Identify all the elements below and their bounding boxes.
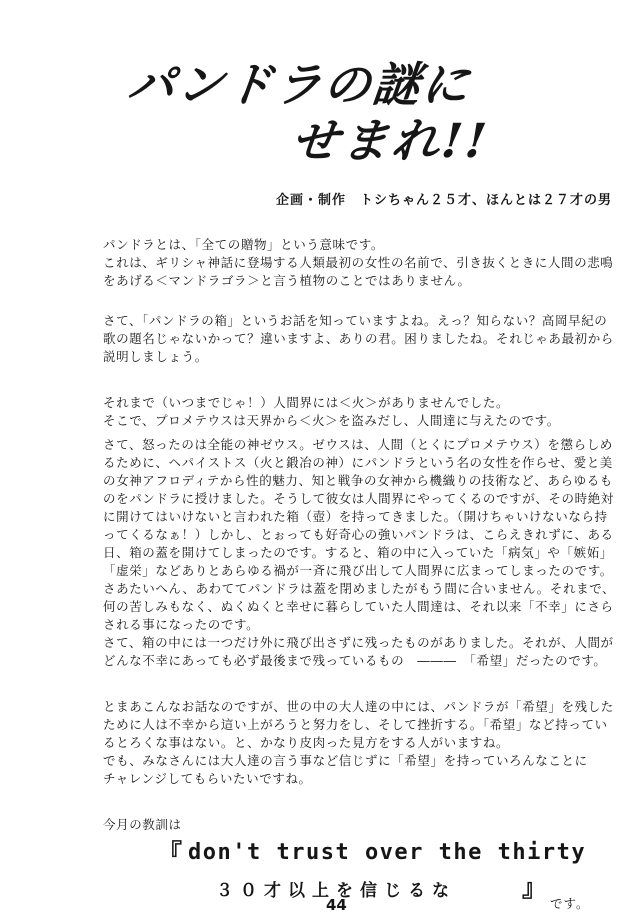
- body-line: るとろくな事はない。と、かなり皮肉った見方をする人がいますね。: [103, 736, 510, 750]
- body-line: とまあこんなお話なのですが、世の中の大人達の中には、パンドラが「希望」を残した: [103, 700, 614, 714]
- body-line: 「虚栄」などありとあらゆる禍が一斉に飛び出して人間界に広まってしまったのです。: [103, 564, 613, 578]
- body-line: をあげる＜マンドラゴラ＞と言う植物のことではありません。: [103, 274, 471, 288]
- body-line: パンドラとは、「全ての贈物」という意味です。: [103, 238, 384, 252]
- body-line: される事になったのです。: [103, 618, 260, 632]
- motto-japanese-line: ３０才以上を信じるな: [216, 881, 456, 900]
- paragraph-story: [103, 436, 616, 670]
- paragraph-fire: [103, 394, 595, 430]
- body-line: どんな不幸にあっても必ず最後まで残っているもの ――― 「希望」だったのです。: [103, 654, 607, 668]
- paragraph-question: [103, 312, 614, 366]
- body-line: るために、ヘパイストス（火と鍛冶の神）にパンドラという名の女性を作らせ、愛と美: [103, 456, 613, 470]
- body-line: 歌の題名じゃないかって？違いますよ、ありの君。困りましたね。それじゃあ最初から: [103, 332, 614, 346]
- page-title-line2: せまれ!!: [288, 114, 492, 169]
- paragraph-commentary: [103, 698, 614, 788]
- page-number: 44: [326, 896, 347, 914]
- paragraph-intro: [103, 236, 614, 290]
- moral-label: 今月の教訓は: [103, 818, 182, 832]
- motto-suffix: です。: [550, 897, 590, 911]
- body-line: でも、みなさんには大人達の言う事など信じずに「希望」を持っていろんなことに: [103, 754, 588, 768]
- body-line: そこで、プロメテウスは天界から＜火＞を盗みだし、人間達に与えたのです。: [103, 414, 560, 428]
- body-line: のをパンドラに授けました。そうして彼女は人間界にやってくるのですが、その時絶対: [103, 492, 614, 506]
- motto-english-text: don't trust over the thirty: [188, 840, 587, 865]
- body-line: 何の苦しみもなく、ぬくぬくと幸せに暮らしていた人間達は、それ以来「不幸」にさら: [103, 600, 614, 614]
- body-line: 日、箱の蓋を開けてしまったのです。すると、箱の中に入っていた「病気」や「嫉妬」: [103, 546, 613, 560]
- body-line: に開けてはいけないと言われた箱（壺）を持ってきました。（開けちゃいけないなら持: [103, 510, 608, 524]
- body-line: さて、怒ったのは全能の神ゼウス。ゼウスは、人間（とくにプロメテウス）を懲らしめ: [103, 438, 613, 452]
- body-line: の女神アフロディテから性的魅力、知と戦争の女神から機織りの技術など、あらゆるも: [103, 474, 613, 488]
- body-line: ために人は不幸から這い上がろうと努力をし、そして挫折する。「希望」など持ってい: [103, 718, 608, 732]
- open-bracket: 『: [158, 840, 182, 867]
- body-line: ってくるなぁ！）しかし、とぉっても好奇心の強いパンドラは、こらえきれずに、ある: [103, 528, 614, 542]
- close-bracket: 』: [522, 875, 546, 902]
- credit-line: 企画・制作 トシちゃん２５才、ほんとは２７才の男: [275, 192, 612, 207]
- motto-english-line: [158, 833, 586, 868]
- body-line: 説明しましょう。: [103, 350, 208, 364]
- page-title-line1: パンドラの謎に: [124, 58, 474, 113]
- body-line: これは、ギリシャ神話に登場する人類最初の女性の名前で、引き抜くときに人間の悲鳴: [103, 256, 614, 270]
- body-line: チャレンジしてもらいたいですね。: [103, 772, 312, 786]
- body-line: それまで（いつまでじゃ！）人間界には＜火＞がありませんでした。: [103, 396, 510, 410]
- body-line: さて、箱の中には一つだけ外に飛び出さずに残ったものがありました。それが、人間が: [103, 636, 614, 650]
- body-text: [103, 236, 616, 834]
- body-line: さて、「パンドラの箱」というお話を知っていますよね。えっ？知らない？高岡早紀の: [103, 314, 608, 328]
- body-line: さあたいへん、あわててパンドラは蓋を閉めましたがもう間に合いません。それまで、: [103, 582, 616, 596]
